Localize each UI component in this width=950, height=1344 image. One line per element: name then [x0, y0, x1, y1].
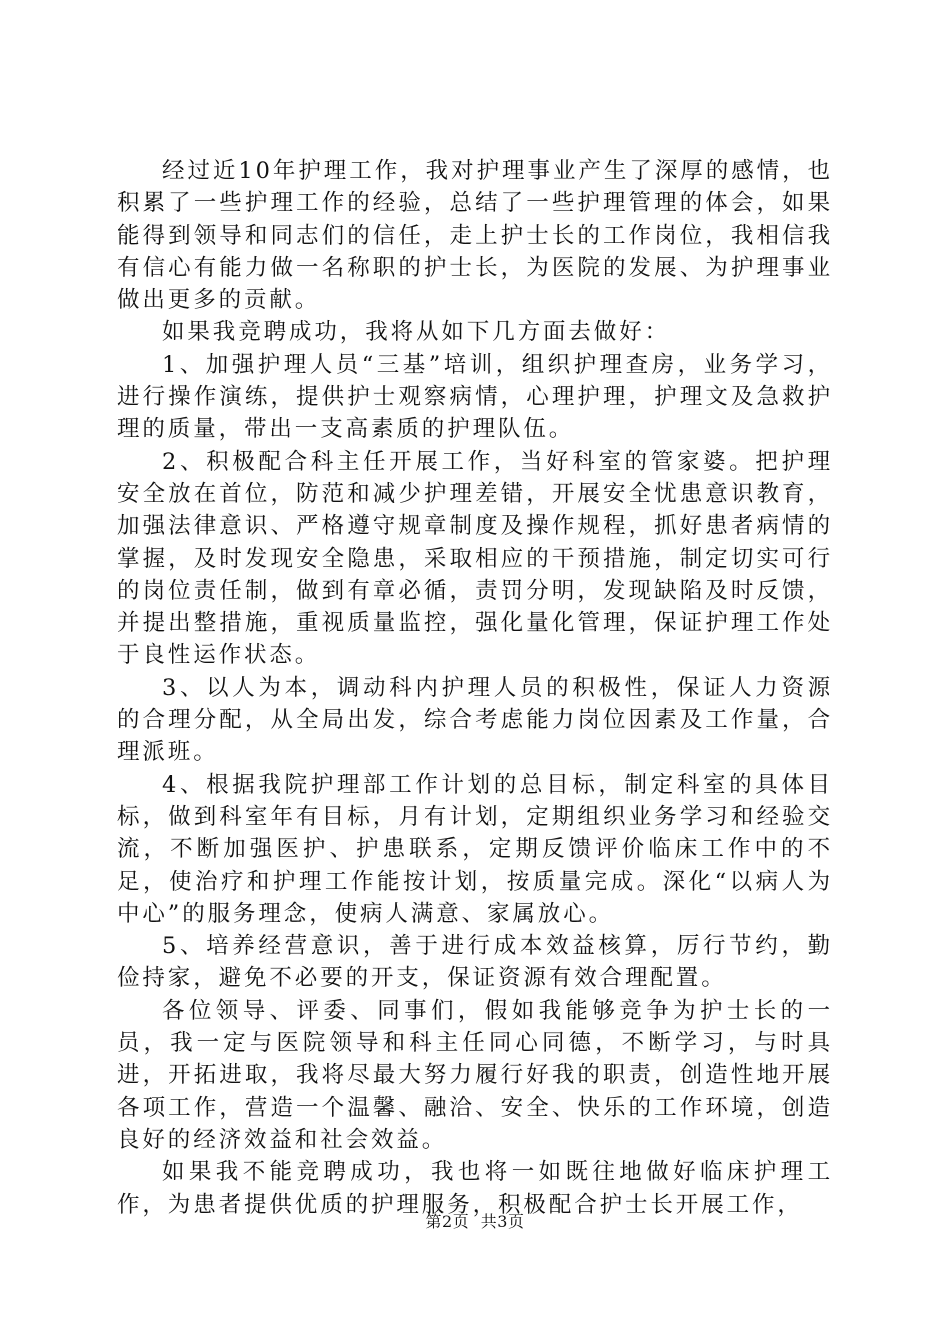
document-body: [117, 155, 833, 1221]
paragraph-item-3: 3、以人为本，调动科内护理人员的积极性，保证人力资源的合理分配，从全局出发，综合考虑能力岗位因素及工作量，合理派班。: [117, 674, 833, 766]
paragraph-item-4: 4、根据我院护理部工作计划的总目标，制定科室的具体目标，做到科室年有目标，月有计划，定期组织业务学习和经验交流，不断加强医护、护患联系，定期反馈评价临床工作中的不足，使治疗和护理工作能按计划，按质量完成。深化“以病人为中心”的服务理念，使病人满意、家属放心。: [117, 771, 833, 927]
paragraph-fallback: 如果我不能竞聘成功，我也将一如既往地做好临床护理工作，为患者提供优质的护理服务，积极配合护士长开展工作，: [117, 1159, 833, 1218]
page-number: 第2页: [425, 1212, 470, 1231]
page-footer: [0, 1212, 950, 1232]
paragraph-experience: 经过近10年护理工作，我对护理事业产生了深厚的感情，也积累了一些护理工作的经验，总结了一些护理管理的体会，如果能得到领导和同志们的信任，走上护士长的工作岗位，我相信我有信心有能力做一名称职的护士长，为医院的发展、为护理事业做出更多的贡献。: [117, 158, 833, 314]
paragraph-plan-intro: 如果我竞聘成功，我将从如下几方面去做好：: [162, 319, 671, 346]
paragraph-item-5: 5、培养经营意识，善于进行成本效益核算，厉行节约，勤俭持家，避免不必要的开支，保证资源有效合理配置。: [117, 933, 833, 992]
page-total: 共3页: [480, 1212, 525, 1231]
paragraph-item-1: 1、加强护理人员“三基”培训，组织护理查房，业务学习，进行操作演练，提供护士观察病情，心理护理，护理文及急救护理的质量，带出一支高素质的护理队伍。: [117, 351, 833, 443]
paragraph-item-2: 2、积极配合科主任开展工作，当好科室的管家婆。把护理安全放在首位，防范和减少护理差错，开展安全忧患意识教育，加强法律意识、严格遵守规章制度及操作规程，抓好患者病情的掌握，及时发现安全隐患，采取相应的干预措施，制定切实可行的岗位责任制，做到有章必循，责罚分明，发现缺陷及时反馈，并提出整措施，重视质量监控，强化量化管理，保证护理工作处于良性运作状态。: [117, 448, 833, 669]
paragraph-commitment: 各位领导、评委、同事们，假如我能够竞争为护士长的一员，我一定与医院领导和科主任同心同德，不断学习，与时具进，开拓进取，我将尽最大努力履行好我的职责，创造性地开展各项工作，营造一个温馨、融洽、安全、快乐的工作环境，创造良好的经济效益和社会效益。: [117, 997, 833, 1153]
